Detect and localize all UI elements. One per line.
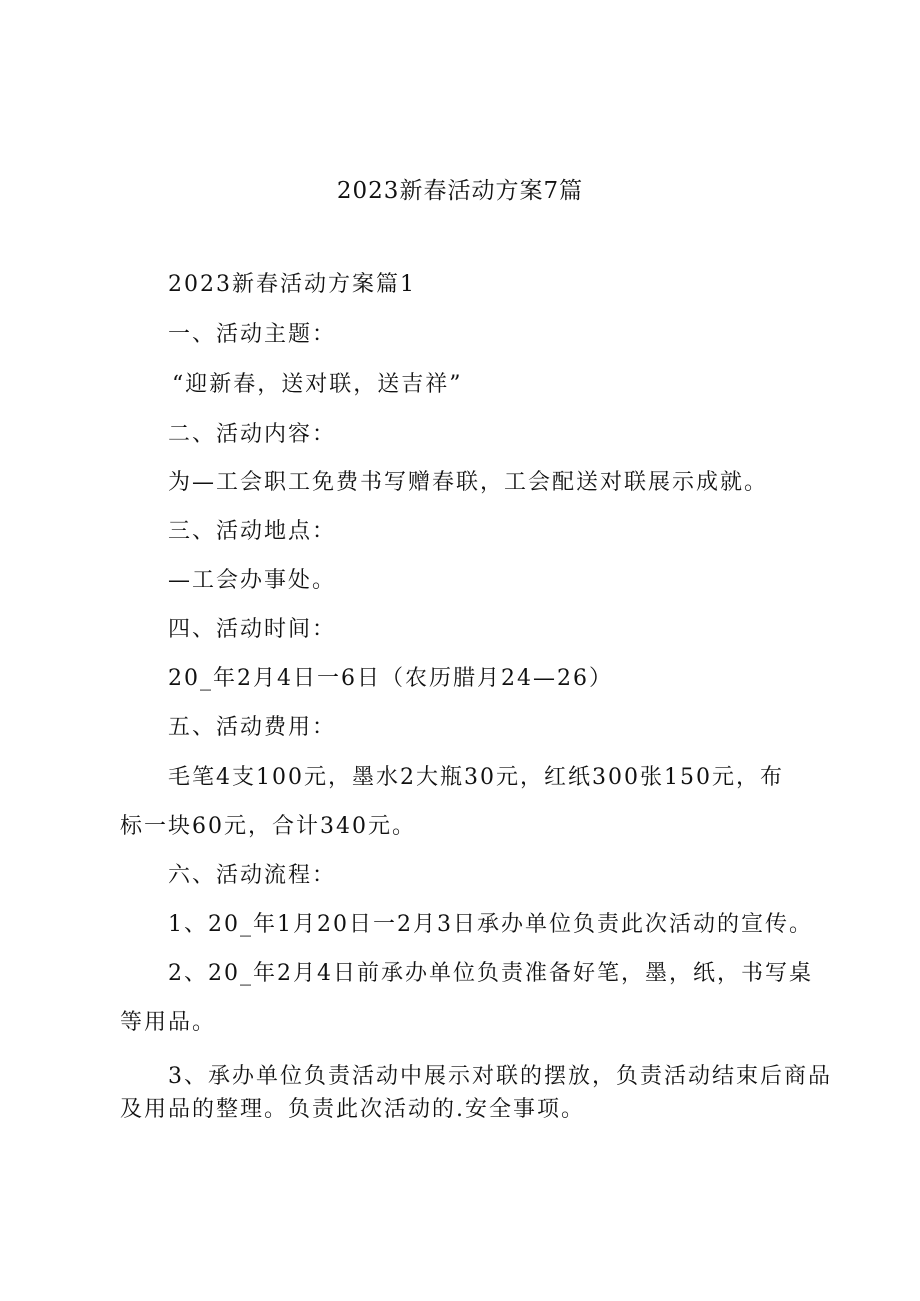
paragraph-line: 标一块60元，合计340元。 (120, 814, 416, 839)
paragraph-line: —工会办事处。 (168, 568, 337, 593)
paragraph-line: 一、活动主题： (168, 322, 337, 347)
document-title: 2023新春活动方案7篇 (336, 178, 584, 204)
paragraph-line: 为—工会职工免费书写赠春联，工会配送对联展示成就。 (168, 470, 769, 495)
paragraph-line: 3、承办单位负责活动中展示对联的摆放，负责活动结束后商品 (168, 1064, 832, 1089)
paragraph-line: 2、20_年2月4日前承办单位负责准备好笔，墨，纸，书写桌 (168, 961, 813, 986)
paragraph-line: 四、活动时间： (168, 617, 337, 642)
paragraph-line: 二、活动内容： (168, 422, 337, 447)
paragraph-line: “迎新春，送对联，送吉祥” (172, 372, 463, 397)
paragraph-line: 1、20_年1月20日一2月3日承办单位负责此次活动的宣传。 (168, 912, 813, 937)
paragraph-line: 三、活动地点： (168, 519, 337, 544)
paragraph-line: 六、活动流程： (168, 863, 337, 888)
paragraph-line: 五、活动费用： (168, 715, 337, 740)
section-heading: 2023新春活动方案篇1 (168, 272, 416, 297)
paragraph-line: 等用品。 (120, 1010, 217, 1035)
paragraph-line: 20_年2月4日一6日（农历腊月24—26） (168, 666, 613, 691)
paragraph-line: 毛笔4支100元，墨水2大瓶30元，红纸300张150元，布 (168, 765, 784, 790)
paragraph-line: 及用品的整理。负责此次活动的.安全事项。 (120, 1097, 585, 1122)
